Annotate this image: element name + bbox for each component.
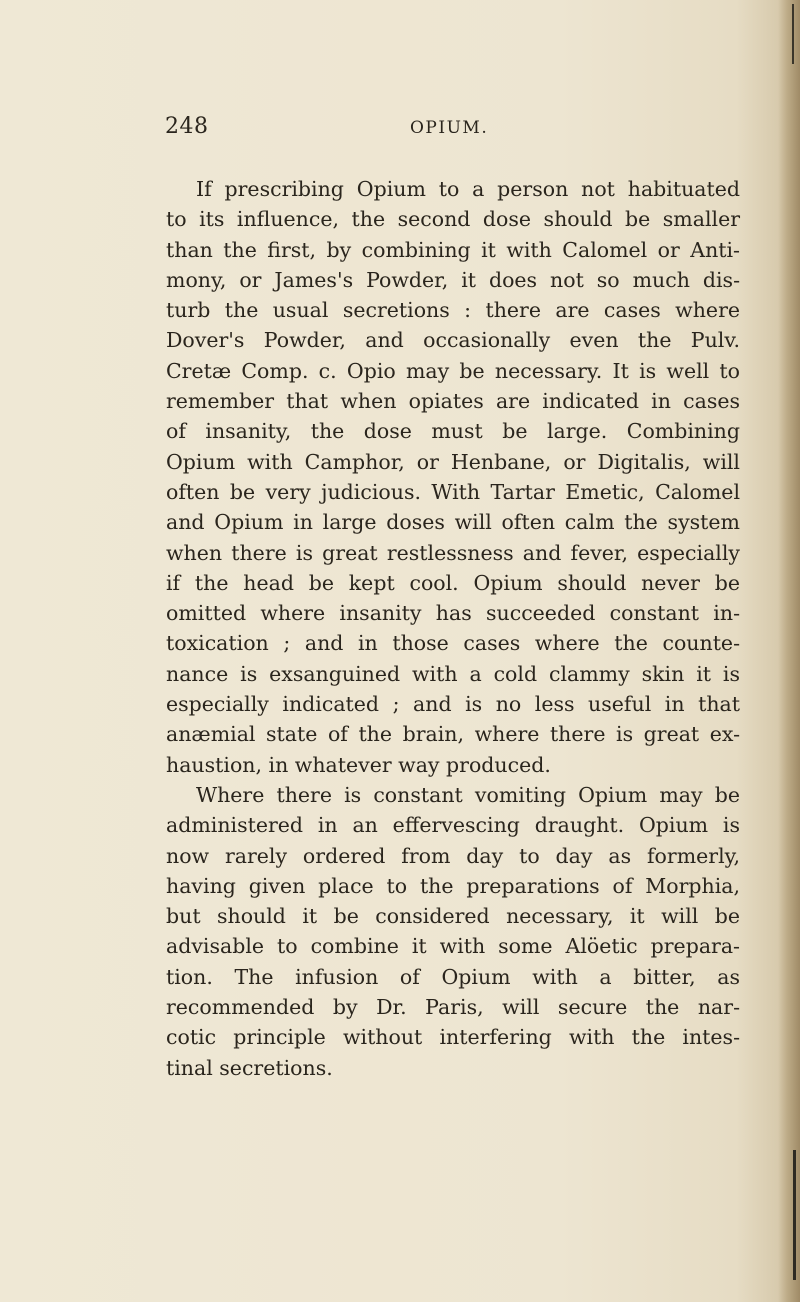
running-head: OPIUM. — [410, 118, 489, 138]
text-line: administered in an effervescing draught. Opium is — [166, 813, 740, 838]
text-line: of insanity, the dose must be large. Combining — [166, 419, 740, 444]
text-line: if the head be kept cool. Opium should never be — [166, 570, 740, 595]
text-line: nance is exsanguined with a cold clammy skin it is — [166, 661, 740, 686]
text-line: Where there is constant vomiting Opium may be — [196, 782, 740, 807]
text-line: turb the usual secretions : there are cases where — [166, 298, 740, 323]
text-line: haustion, in whatever way produced. — [166, 752, 551, 777]
body-text — [166, 174, 740, 1083]
text-line: to its influence, the second dose should be smaller — [166, 207, 740, 232]
text-line: tinal secretions. — [166, 1055, 333, 1080]
text-line: and Opium in large doses will often calm the system — [166, 510, 740, 535]
text-line: advisable to combine it with some Alöetic prepara- — [166, 934, 740, 959]
text-line: Dover's Powder, and occasionally even the Pulv. — [166, 328, 740, 353]
text-line: Cretæ Comp. c. Opio may be necessary. It is well to — [166, 358, 740, 383]
text-line: when there is great restlessness and fever, especially — [166, 540, 740, 565]
text-line: remember that when opiates are indicated in cases — [166, 389, 740, 414]
text-line: tion. The infusion of Opium with a bitter, as — [166, 964, 740, 989]
binding-edge-mark — [793, 1150, 796, 1280]
text-line: recommended by Dr. Paris, will secure the nar- — [166, 995, 740, 1020]
text-line: mony, or James's Powder, it does not so much dis- — [166, 267, 740, 292]
text-line: anæmial state of the brain, where there is great ex- — [166, 722, 740, 747]
text-line: cotic principle without interfering with the intes- — [166, 1025, 740, 1050]
text-line: but should it be considered necessary, it will be — [166, 904, 740, 929]
text-line: often be very judicious. With Tartar Emetic, Calomel — [166, 479, 740, 504]
page-gutter-shadow — [778, 0, 800, 1302]
page-number: 248 — [165, 114, 209, 139]
page-header — [165, 114, 705, 148]
text-line: toxication ; and in those cases where the counte- — [166, 631, 740, 656]
binding-edge-mark — [792, 4, 794, 64]
text-line: omitted where insanity has succeeded constant in- — [166, 601, 740, 626]
text-line: now rarely ordered from day to day as formerly, — [166, 843, 740, 868]
text-line: If prescribing Opium to a person not habituated — [196, 177, 740, 201]
text-line: than the first, by combining it with Calomel or Anti- — [166, 237, 740, 262]
text-line: especially indicated ; and is no less useful in that — [166, 692, 740, 717]
text-line: having given place to the preparations of Morphia, — [166, 873, 740, 898]
text-line: Opium with Camphor, or Henbane, or Digitalis, will — [166, 449, 740, 474]
